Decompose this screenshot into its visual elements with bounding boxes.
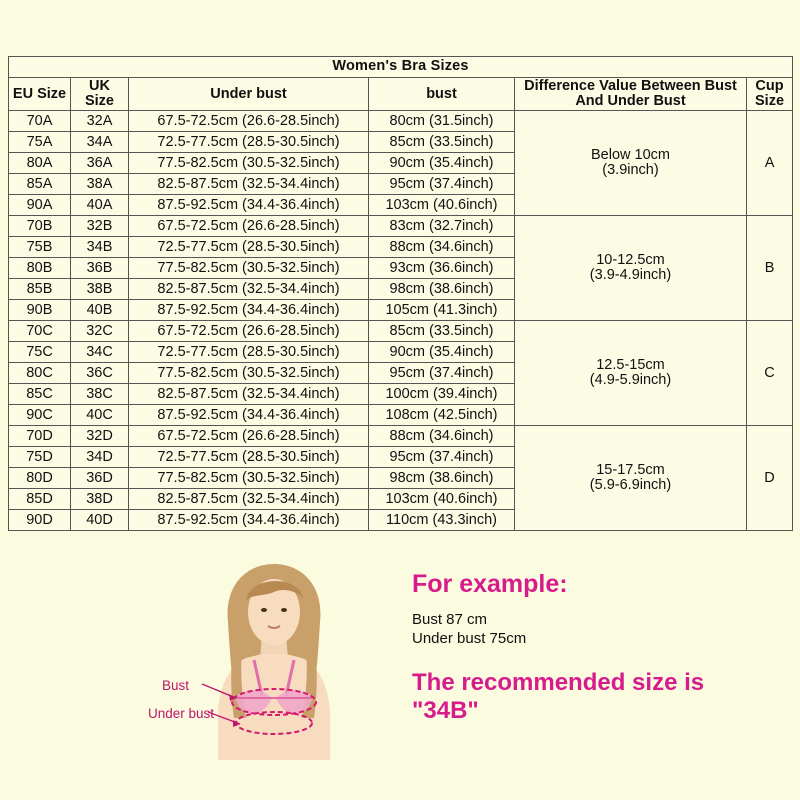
cell-difference-value: 15-17.5cm (5.9-6.9inch) xyxy=(515,426,747,531)
cell-bust: 83cm (32.7inch) xyxy=(369,216,515,237)
cell-uk-size: 40D xyxy=(71,510,129,531)
cell-under-bust: 67.5-72.5cm (26.6-28.5inch) xyxy=(129,216,369,237)
cell-eu-size: 85D xyxy=(9,489,71,510)
cell-under-bust: 82.5-87.5cm (32.5-34.4inch) xyxy=(129,384,369,405)
cell-uk-size: 38C xyxy=(71,384,129,405)
header-cup-size: Cup Size xyxy=(747,78,793,111)
cell-bust: 88cm (34.6inch) xyxy=(369,426,515,447)
cell-bust: 108cm (42.5inch) xyxy=(369,405,515,426)
cell-uk-size: 36D xyxy=(71,468,129,489)
cell-uk-size: 40C xyxy=(71,405,129,426)
cell-difference-value: Below 10cm (3.9inch) xyxy=(515,111,747,216)
cell-under-bust: 67.5-72.5cm (26.6-28.5inch) xyxy=(129,111,369,132)
table-row xyxy=(9,321,793,342)
cell-bust: 98cm (38.6inch) xyxy=(369,468,515,489)
cell-eu-size: 80A xyxy=(9,153,71,174)
cell-uk-size: 34B xyxy=(71,237,129,258)
cell-under-bust: 72.5-77.5cm (28.5-30.5inch) xyxy=(129,342,369,363)
cell-under-bust: 77.5-82.5cm (30.5-32.5inch) xyxy=(129,363,369,384)
cell-under-bust: 82.5-87.5cm (32.5-34.4inch) xyxy=(129,174,369,195)
cell-uk-size: 40A xyxy=(71,195,129,216)
header-bust: bust xyxy=(369,78,515,111)
cell-under-bust: 72.5-77.5cm (28.5-30.5inch) xyxy=(129,132,369,153)
cell-under-bust: 77.5-82.5cm (30.5-32.5inch) xyxy=(129,258,369,279)
cell-eu-size: 85C xyxy=(9,384,71,405)
cell-uk-size: 32D xyxy=(71,426,129,447)
cell-under-bust: 82.5-87.5cm (32.5-34.4inch) xyxy=(129,489,369,510)
cell-bust: 110cm (43.3inch) xyxy=(369,510,515,531)
header-difference: Difference Value Between Bust And Under Bust xyxy=(515,78,747,111)
cell-bust: 88cm (34.6inch) xyxy=(369,237,515,258)
cell-uk-size: 38D xyxy=(71,489,129,510)
cell-bust: 90cm (35.4inch) xyxy=(369,153,515,174)
cell-bust: 80cm (31.5inch) xyxy=(369,111,515,132)
cell-cup-size: D xyxy=(747,426,793,531)
cell-under-bust: 82.5-87.5cm (32.5-34.4inch) xyxy=(129,279,369,300)
cell-uk-size: 36C xyxy=(71,363,129,384)
cell-bust: 85cm (33.5inch) xyxy=(369,132,515,153)
header-under-bust: Under bust xyxy=(129,78,369,111)
cell-under-bust: 77.5-82.5cm (30.5-32.5inch) xyxy=(129,153,369,174)
cell-eu-size: 90D xyxy=(9,510,71,531)
cell-cup-size: C xyxy=(747,321,793,426)
cell-under-bust: 72.5-77.5cm (28.5-30.5inch) xyxy=(129,237,369,258)
cell-cup-size: A xyxy=(747,111,793,216)
table-row xyxy=(9,216,793,237)
cell-eu-size: 70A xyxy=(9,111,71,132)
cell-eu-size: 75C xyxy=(9,342,71,363)
cell-bust: 95cm (37.4inch) xyxy=(369,447,515,468)
cell-uk-size: 36A xyxy=(71,153,129,174)
cell-under-bust: 67.5-72.5cm (26.6-28.5inch) xyxy=(129,321,369,342)
table-title-row xyxy=(9,57,793,78)
example-block xyxy=(412,570,752,748)
cell-under-bust: 87.5-92.5cm (34.4-36.4inch) xyxy=(129,195,369,216)
cell-eu-size: 90B xyxy=(9,300,71,321)
cell-eu-size: 70D xyxy=(9,426,71,447)
cell-difference-value: 12.5-15cm (4.9-5.9inch) xyxy=(515,321,747,426)
cell-bust: 100cm (39.4inch) xyxy=(369,384,515,405)
cell-eu-size: 70C xyxy=(9,321,71,342)
cell-eu-size: 85A xyxy=(9,174,71,195)
cell-bust: 85cm (33.5inch) xyxy=(369,321,515,342)
cell-bust: 95cm (37.4inch) xyxy=(369,363,515,384)
cell-uk-size: 40B xyxy=(71,300,129,321)
size-table-container xyxy=(8,56,792,531)
cell-under-bust: 87.5-92.5cm (34.4-36.4inch) xyxy=(129,300,369,321)
cell-under-bust: 87.5-92.5cm (34.4-36.4inch) xyxy=(129,405,369,426)
cell-uk-size: 34D xyxy=(71,447,129,468)
cell-bust: 103cm (40.6inch) xyxy=(369,195,515,216)
cell-bust: 93cm (36.6inch) xyxy=(369,258,515,279)
cell-uk-size: 34A xyxy=(71,132,129,153)
cell-under-bust: 77.5-82.5cm (30.5-32.5inch) xyxy=(129,468,369,489)
cell-eu-size: 90C xyxy=(9,405,71,426)
cell-eu-size: 75B xyxy=(9,237,71,258)
woman-illustration xyxy=(150,560,398,765)
cell-bust: 98cm (38.6inch) xyxy=(369,279,515,300)
cell-bust: 90cm (35.4inch) xyxy=(369,342,515,363)
cell-uk-size: 38A xyxy=(71,174,129,195)
cell-uk-size: 32C xyxy=(71,321,129,342)
cell-bust: 105cm (41.3inch) xyxy=(369,300,515,321)
cell-eu-size: 90A xyxy=(9,195,71,216)
cell-cup-size: B xyxy=(747,216,793,321)
cell-uk-size: 32A xyxy=(71,111,129,132)
cell-under-bust: 72.5-77.5cm (28.5-30.5inch) xyxy=(129,447,369,468)
cell-eu-size: 75A xyxy=(9,132,71,153)
cell-under-bust: 87.5-92.5cm (34.4-36.4inch) xyxy=(129,510,369,531)
example-recommended-size: The recommended size is "34B" xyxy=(412,669,705,724)
cell-uk-size: 38B xyxy=(71,279,129,300)
cell-uk-size: 34C xyxy=(71,342,129,363)
cell-eu-size: 80C xyxy=(9,363,71,384)
header-eu-size: EU Size xyxy=(9,78,71,111)
cell-difference-value: 10-12.5cm (3.9-4.9inch) xyxy=(515,216,747,321)
cell-eu-size: 80D xyxy=(9,468,71,489)
table-header-row xyxy=(9,78,793,111)
cell-uk-size: 32B xyxy=(71,216,129,237)
cell-eu-size: 85B xyxy=(9,279,71,300)
header-uk-size: UK Size xyxy=(71,78,129,111)
table-row xyxy=(9,426,793,447)
cell-under-bust: 67.5-72.5cm (26.6-28.5inch) xyxy=(129,426,369,447)
cell-bust: 103cm (40.6inch) xyxy=(369,489,515,510)
figure-bust-label: Bust xyxy=(162,678,190,693)
cell-eu-size: 70B xyxy=(9,216,71,237)
cell-eu-size: 75D xyxy=(9,447,71,468)
cell-bust: 95cm (37.4inch) xyxy=(369,174,515,195)
measurement-figure xyxy=(150,560,398,765)
cell-uk-size: 36B xyxy=(71,258,129,279)
table-row xyxy=(9,111,793,132)
bottom-section xyxy=(0,560,800,800)
table-title: Women's Bra Sizes xyxy=(9,57,793,78)
example-title: For example: xyxy=(412,570,568,598)
example-bust-value: Bust 87 cm xyxy=(412,611,488,628)
bra-size-table xyxy=(8,56,793,531)
cell-eu-size: 80B xyxy=(9,258,71,279)
example-under-bust-value: Under bust 75cm xyxy=(412,630,527,647)
figure-under-bust-label: Under bust xyxy=(148,706,215,721)
table-body xyxy=(9,111,793,531)
